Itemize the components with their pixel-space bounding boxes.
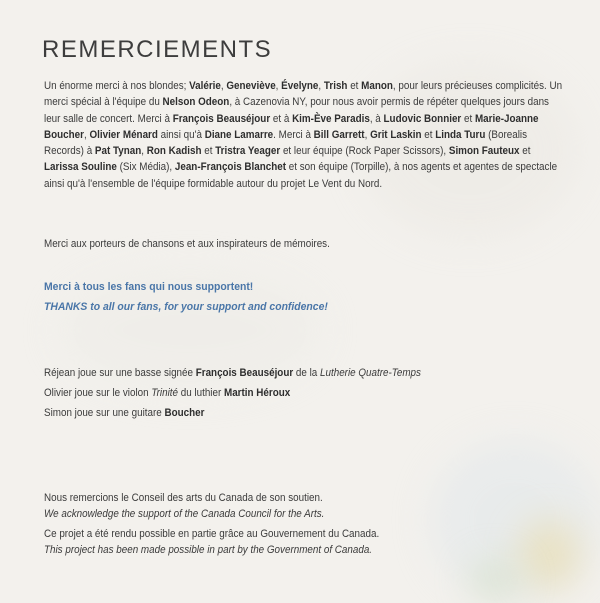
fans-block	[44, 277, 528, 317]
song-carriers-line: Merci aux porteurs de chansons et aux inspirateurs de mémoires.	[44, 238, 330, 250]
instrument-line: Simon joue sur une guitare Boucher	[44, 407, 205, 419]
watercolor-wash	[470, 560, 520, 600]
instruments-block	[44, 363, 528, 423]
instrument-line: Réjean joue sur une basse signée François Beauséjour de la Lutherie Quatre-Temps	[44, 367, 421, 379]
fans-thanks-en: THANKS to all our fans, for your support and confidence!	[44, 301, 328, 313]
funding-en-1: We acknowledge the support of the Canada Council for the Arts.	[44, 507, 325, 520]
funding-en-2: This project has been made possible in part by the Government of Canada.	[44, 543, 373, 556]
funding-fr-1: Nous remercions le Conseil des arts du Canada de son soutien.	[44, 492, 323, 504]
thanks-paragraph: Un énorme merci à nos blondes; Valérie, Geneviève, Évelyne, Trish et Manon, pour leurs précieuses complicités. Un merci spécial à l'équipe du Nelson Odeon, à Cazenovia NY, pour nous avoir permis de répéter quelques jours dans leur salle de concert. Merci à François Beauséjour et à Kim-Ève Paradis, à Ludovic Bonnier et Marie-Joanne Boucher, Olivier Ménard ainsi qu'à Diane Lamarre. Merci à Bill Garrett, Grit Laskin et Linda Turu (Borealis Records) à Pat Tynan, Ron Kadish et Tristra Yeager et leur équipe (Rock Paper Scissors), Simon Fauteux et Larissa Souline (Six Média), Jean-François Blanchet et son équipe (Torpille), à nos agents et agentes de spectacle ainsi qu'à l'ensemble de l'équipe formidable autour du projet Le Vent du Nord.	[44, 80, 563, 190]
funding-block	[44, 491, 528, 558]
page-title: REMERCIEMENTS	[42, 36, 273, 63]
fans-thanks-fr: Merci à tous les fans qui nous supportent!	[44, 281, 254, 293]
instrument-line: Olivier joue sur le violon Trinité du luthier Martin Héroux	[44, 387, 291, 399]
watercolor-wash	[520, 520, 580, 590]
funding-fr-2: Ce projet a été rendu possible en partie grâce au Gouvernement du Canada.	[44, 528, 380, 540]
